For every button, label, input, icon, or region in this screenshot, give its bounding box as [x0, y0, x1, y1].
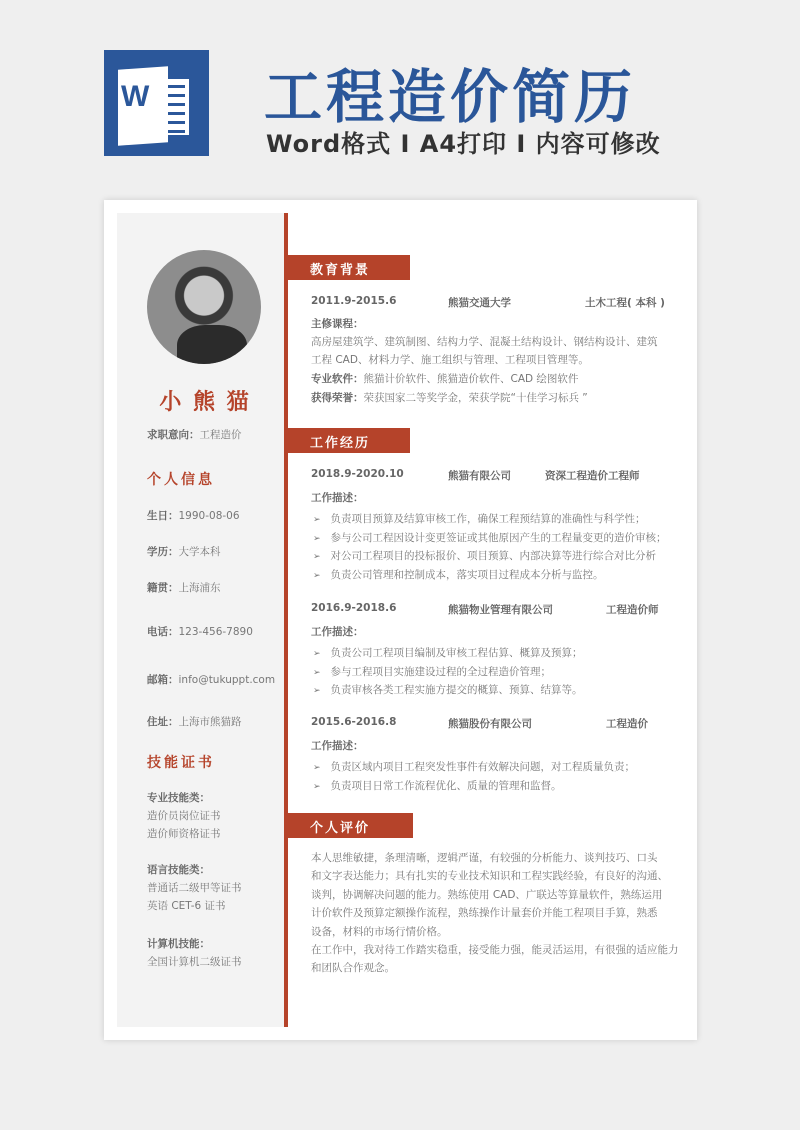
info-label: 邮箱： [147, 674, 179, 686]
job-bullet [313, 530, 667, 545]
evaluation-line: 和团队合作观念。 [311, 962, 395, 975]
job-date: 2015.6-2016.8 [311, 716, 397, 728]
education-school: 熊猫交通大学 [448, 297, 511, 309]
job-bullet [313, 548, 656, 563]
bullet-arrow-icon: ➢ [313, 781, 321, 792]
info-value: 大学本科 [178, 546, 221, 558]
honors-label: 获得荣誉： [311, 392, 364, 404]
evaluation-line: 计价软件及预算定额操作流程，熟练操作计量套价并能工程项目手算，熟悉 [311, 907, 658, 920]
page-subtitle: Word格式 I A4打印 I 内容可修改 [266, 130, 661, 158]
education-major: 土木工程( 本科 ) [585, 297, 665, 309]
bullet-text: 对公司工程项目的投标报价、项目预算、内部决算等进行综合对比分析 [330, 550, 657, 562]
skill-item: 造价员岗位证书 [147, 810, 221, 822]
job-bullet [313, 511, 646, 526]
job-company: 熊猫有限公司 [448, 470, 511, 482]
bullet-arrow-icon: ➢ [313, 515, 321, 525]
skill-item: 全国计算机二级证书 [147, 956, 242, 968]
evaluation-line: 和文字表达能力；具有扎实的专业技术知识和工程实践经验，有良好的沟通、 [311, 870, 668, 883]
info-item [147, 672, 275, 687]
bullet-arrow-icon: ➢ [313, 649, 321, 659]
skill-item: 造价师资格证书 [147, 828, 221, 840]
bullet-text: 负责公司工程项目编制及审核工程估算、概算及预算； [330, 647, 583, 659]
job-intent-label: 求职意向： [147, 429, 200, 441]
job-company: 熊猫股份有限公司 [448, 718, 532, 730]
bullet-arrow-icon: ➢ [313, 763, 321, 773]
courses-line: 工程 CAD、材料力学、施工组织与管理、工程项目管理等。 [311, 354, 589, 366]
job-bullet [313, 645, 583, 660]
job-company: 熊猫物业管理有限公司 [448, 604, 553, 616]
software-value: 熊猫计价软件、熊猫造价软件、CAD 绘图软件 [363, 373, 579, 385]
courses-line: 高房屋建筑学、建筑制图、结构力学、混凝土结构设计、钢结构设计、建筑 [311, 336, 658, 348]
info-item [147, 508, 240, 523]
job-bullet [313, 759, 635, 774]
skills-heading: 技能证书 [147, 755, 215, 771]
page-title: 工程造价简历 [264, 63, 637, 131]
job-bullet [313, 778, 562, 793]
bullet-text: 负责项目预算及结算审核工作，确保工程预结算的准确性与科学性； [330, 513, 646, 525]
bullet-arrow-icon: ➢ [313, 533, 321, 544]
job-bullet [313, 664, 551, 679]
job-bullet [313, 682, 583, 697]
job-desc-label: 工作描述： [311, 626, 364, 638]
evaluation-line: 设备，材料的市场行情价格。 [311, 925, 448, 938]
evaluation-line: 谈判，协调解决问题的能力。熟练使用 CAD、广联达等算量软件，熟练运用 [311, 888, 663, 901]
bullet-text: 参与工程项目实施建设过程的全过程造价管理； [330, 665, 552, 678]
word-icon [104, 50, 209, 156]
education-date: 2011.9-2015.6 [311, 295, 397, 307]
info-value: 1990-08-06 [178, 510, 240, 522]
evaluation-line: 本人思维敏捷，条理清晰，逻辑严谨，有较强的分析能力、谈判技巧、口头 [311, 852, 658, 864]
info-label: 籍贯： [147, 582, 179, 594]
info-value: 上海市熊猫路 [178, 716, 242, 728]
job-date: 2018.9-2020.10 [311, 468, 404, 480]
bullet-text: 负责项目日常工作流程优化、质量的管理和监督。 [330, 779, 562, 792]
section-heading: 工作经历 [288, 428, 410, 453]
skill-category: 专业技能类： [147, 792, 210, 804]
bullet-arrow-icon: ➢ [313, 686, 321, 696]
job-bullet [313, 567, 604, 582]
bullet-arrow-icon: ➢ [313, 552, 321, 562]
job-position: 工程造价 [606, 718, 648, 730]
software-label: 专业软件： [311, 373, 364, 385]
info-label: 学历： [147, 546, 179, 558]
skill-category: 计算机技能： [147, 938, 210, 950]
job-position: 工程造价师 [606, 604, 659, 616]
evaluation-line: 在工作中，我对待工作踏实稳重，接受能力强，能灵活运用，有很强的适应能力 [311, 944, 679, 956]
job-position: 资深工程造价工程师 [545, 470, 640, 482]
honors-value: 荣获国家二等奖学金，荣获学院“十佳学习标兵 ” [363, 392, 588, 404]
bullet-text: 负责公司管理和控制成本，落实项目过程成本分析与监控。 [330, 568, 604, 581]
info-item [147, 624, 253, 639]
info-label: 住址： [147, 716, 179, 728]
job-intent-value: 工程造价 [199, 429, 242, 441]
bullet-text: 负责区域内项目工程突发性事件有效解决问题，对工程质量负责； [330, 761, 636, 773]
candidate-name: 小 熊 猫 [159, 390, 251, 415]
section-heading: 教育背景 [288, 255, 410, 280]
software-row [311, 371, 578, 386]
info-item [147, 714, 242, 729]
honors-row [311, 390, 588, 405]
bullet-arrow-icon: ➢ [313, 667, 321, 678]
bullet-text: 负责审核各类工程实施方提交的概算、预算、结算等。 [330, 684, 583, 696]
job-date: 2016.9-2018.6 [311, 602, 397, 614]
skill-item: 英语 CET-6 证书 [147, 900, 226, 912]
job-desc-label: 工作描述： [311, 492, 364, 504]
info-value: 上海浦东 [178, 582, 221, 594]
job-desc-label: 工作描述： [311, 740, 364, 752]
skill-item: 普通话二级甲等证书 [147, 882, 242, 894]
personal-info-heading: 个人信息 [147, 472, 215, 488]
job-intent [147, 427, 242, 442]
word-letter: W [121, 80, 150, 113]
info-label: 电话： [147, 626, 179, 638]
bullet-text: 参与公司工程因设计变更签证或其他原因产生的工程量变更的造价审核； [330, 531, 667, 544]
section-heading: 个人评价 [288, 813, 413, 838]
courses-label: 主修课程： [311, 318, 364, 330]
skill-category: 语言技能类： [147, 864, 210, 876]
info-value: info@tukuppt.com [178, 674, 276, 686]
bullet-arrow-icon: ➢ [313, 570, 321, 581]
accent-divider [284, 213, 288, 1027]
info-item [147, 580, 221, 595]
avatar [147, 250, 261, 364]
info-value: 123-456-7890 [178, 626, 253, 638]
info-item [147, 544, 221, 559]
info-label: 生日： [147, 510, 179, 522]
